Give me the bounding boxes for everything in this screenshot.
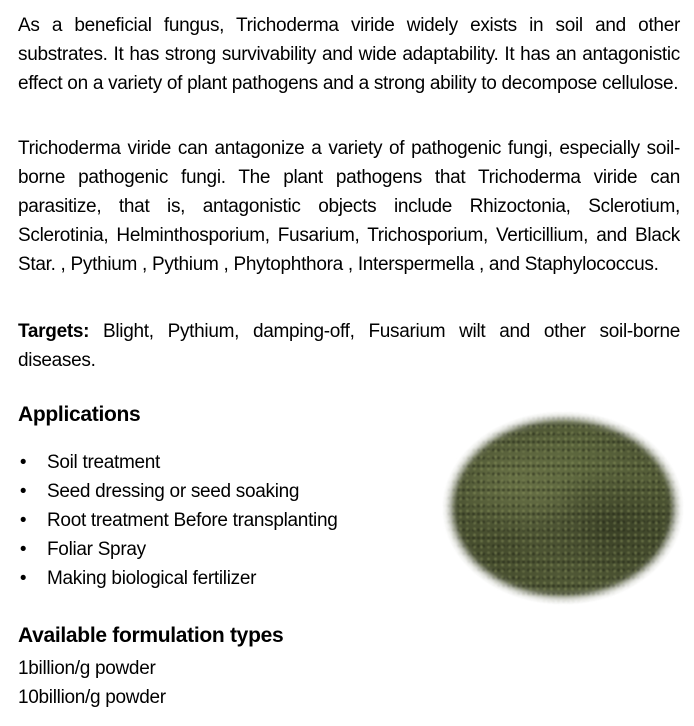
list-item: [18, 564, 338, 593]
trichoderma-powder-image: [443, 412, 683, 604]
intro-paragraph-2: Trichoderma viride can antagonize a variety of pathogenic fungi, especially soil-borne pathogenic fungi. The plant pathogens that Trichoderma viride can parasitize, that is, antagonistic objects include Rhizoctonia, Sclerotium, Sclerotinia, Helminthosporium, Fusarium, Trichosporium, Verticillium, and Black Star. , Pythium , Pythium , Phytophthora , Interspermella , and Staphylococcus.: [18, 138, 680, 275]
targets-paragraph: [18, 317, 680, 375]
list-item-label: Foliar Spray: [47, 539, 146, 560]
applications-list: [18, 448, 338, 593]
formulations-list: [18, 654, 166, 712]
list-item-label: Making biological fertilizer: [47, 568, 257, 589]
formulations-heading: Available formulation types: [18, 624, 284, 647]
bullet-icon: •: [19, 452, 27, 473]
formulation-item: 10billion/g powder: [18, 687, 166, 708]
targets-text: Blight, Pythium, damping-off, Fusarium wilt and other soil-borne diseases.: [18, 321, 680, 371]
list-item-label: Seed dressing or seed soaking: [47, 481, 300, 502]
vignette-edge: [441, 410, 685, 606]
list-item: [18, 535, 338, 564]
list-item: [18, 477, 338, 506]
applications-heading: Applications: [18, 403, 141, 426]
targets-label: Targets:: [18, 321, 90, 342]
bullet-icon: •: [19, 539, 27, 560]
bullet-icon: •: [19, 510, 27, 531]
list-item: [18, 448, 338, 477]
list-item-label: Soil treatment: [47, 452, 161, 473]
formulation-item: 1billion/g powder: [18, 658, 156, 679]
intro-paragraph-1: As a beneficial fungus, Trichoderma viride widely exists in soil and other substrates. It has strong survivability and wide adaptability. It has an antagonistic effect on a variety of plant pathogens and a strong ability to decompose cellulose.: [18, 15, 680, 94]
bullet-icon: •: [19, 481, 27, 502]
list-item-label: Root treatment Before transplanting: [47, 510, 338, 531]
bullet-icon: •: [19, 568, 27, 589]
list-item: [18, 506, 338, 535]
